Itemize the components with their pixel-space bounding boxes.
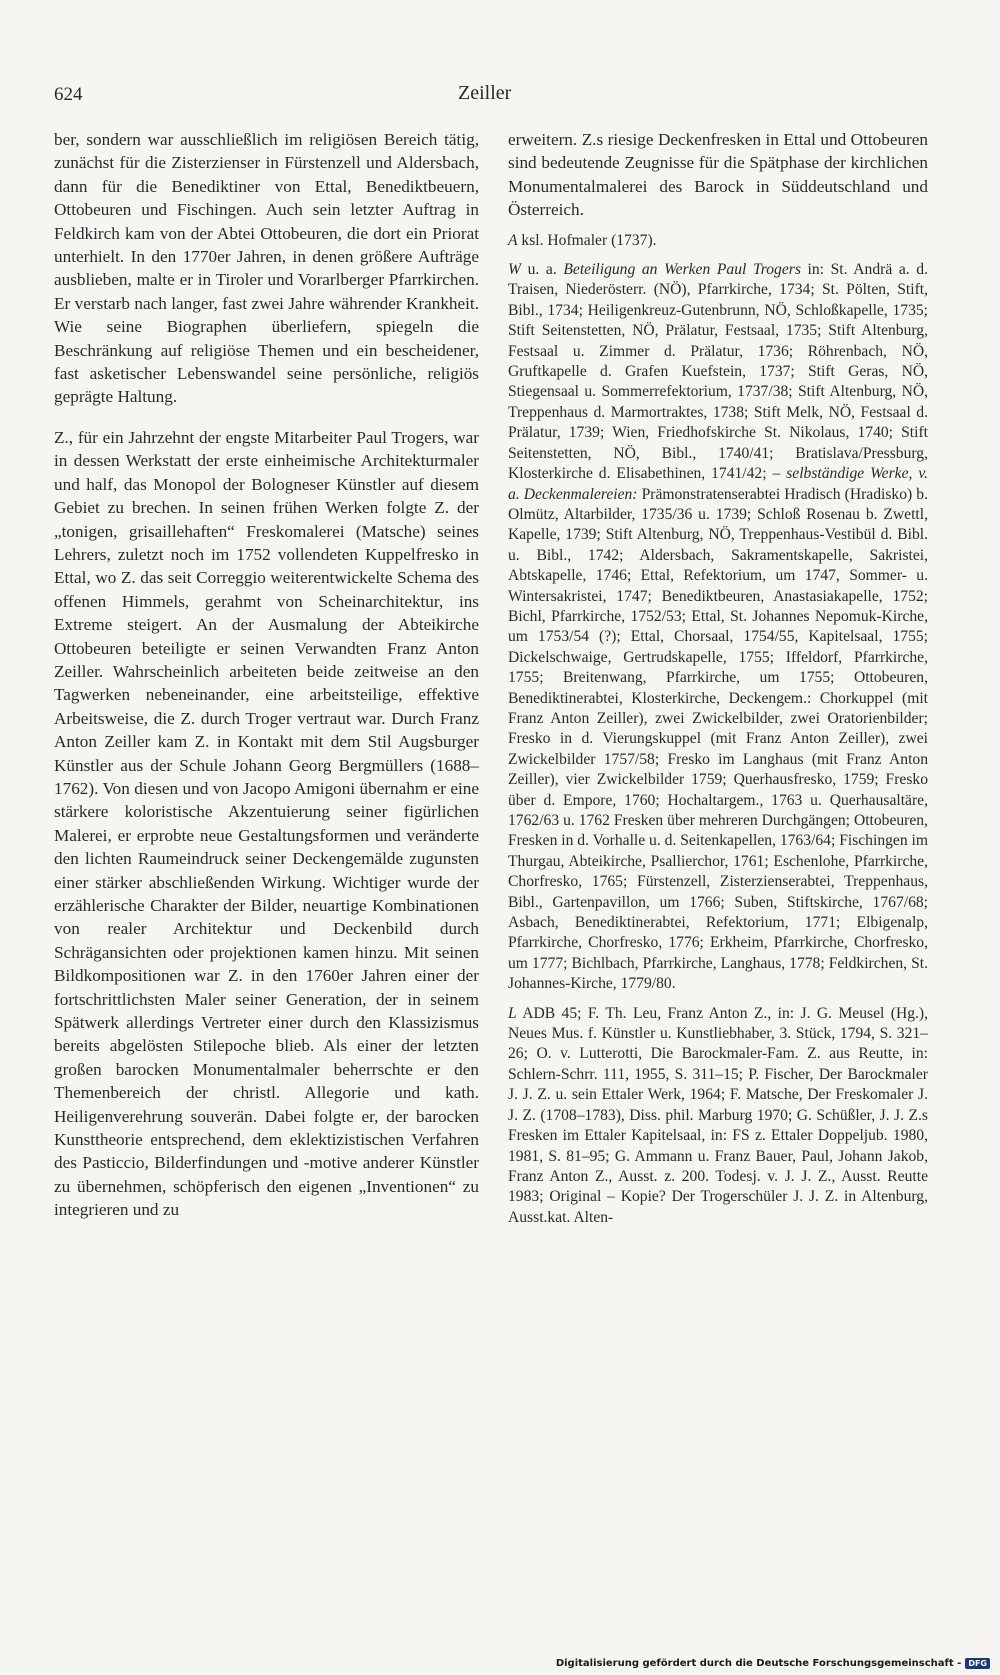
works-heading-1: Beteiligung an Werken Paul Trogers: [563, 261, 801, 279]
section-marker-a: A: [508, 231, 518, 249]
digitization-footer: [556, 1658, 990, 1669]
office-entry: [508, 231, 928, 251]
page-number: 624: [54, 84, 83, 105]
running-head: Zeiller: [458, 82, 512, 104]
footer-text: Digitalisierung gefördert durch die Deutsche Forschungsgemeinschaft -: [555, 1658, 962, 1669]
works-text-2: Prämonstratenserabtei Hradisch (Hradisko) b. Olmütz, Altarbilder, 1735/36 u. 1739; Schloß Rosenau b. Zwettl, Kapelle, 1739; Stift Altenburg, NÖ, Treppenhaus-Vestibül d. Bibl. u. Bibl., 1742; Aldersbach, Sakramentskapelle, Sakristei, Abtskapelle, 1746; Ettal, Refektorium, um 1747, Sommer- u. Wintersakristei, 1747; Benediktbeuren, Anastasiakapelle, 1752; Bichl, Pfarrkirche, 1752/53; Ettal, St. Johannes Nepomuk-Kirche, um 1753/54 (?); Ettal, Chorsaal, 1754/55, Kapitelsaal, 1755; Dickelschwaige, Gertrudskapelle, 1755; Iffeldorf, Pfarrkirche, 1755; Breitenwang, Pfarrkirche, um 1755; Ottobeuren, Benediktinerabtei, Klosterkirche, Deckengem.: Chorkuppel (mit Franz Anton Zeiller), zwei Zwickelbilder, zwei Oratorienbilder; Fresko in d. Vierungskuppel (mit Franz Anton Zeiller), zwei Zwickelbilder 1757/58; Fresko im Langhaus (mit Franz Anton Zeiller), vier Zwickelbilder 1759; Querhausfresko, 1759; Fresko über d. Empore, 1760; Hochaltargem., 1763 u. Querhausaltäre, 1762/63 u. 1762 Fresken über mehreren Durchgängen; Ottobeuren, Fresken in d. Vorhalle u. d. Seitenkapellen, 1763/64; Fischingen im Thurgau, Abteikirche, Psallierchor, 1761; Eschenlohe, Pfarrkirche, Chorfresko, 1765; Fürstenzell, Zisterzienserabtei, Treppenhaus, Bibl., Gartenpavillon, um 1766; Suben, Stiftskirche, 1767/68; Asbach, Benediktinerabtei, Refektorium, 1771; Elbigenalp, Pfarrkirche, Chorfresko, 1776; Erkheim, Pfarrkirche, Chorfresko, um 1777; Bichlbach, Pfarrkirche, Langhaus, 1778; Feldkirchen, St. Johannes-Kirche, 1779/80.: [508, 485, 928, 993]
paragraph: Z., für ein Jahrzehnt der engste Mitarbeiter Paul Trogers, war in dessen Werkstatt der erste einheimische Architekturmaler und half, das Monopol der Bologneser Künstler auf diesem Gebiet zu brechen. In seinen frühen Werken folgte Z. der „tonigen, grisaillehaften“ Freskomalerei (Matsche) seines Lehrers, zuletzt noch im 1752 vollendeten Kuppelfresko in Ettal, wo Z. das seit Correggio weiterentwickelte Schema des offenen Himmels, gerahmt von Scheinarchitektur, ins Extreme steigert. An der Ausmalung der Abteikirche Ottobeuren beteiligte er seinen Verwandten Franz Anton Zeiller. Wahrscheinlich arbeiteten beide zeitweise an den Tagwerken nebeneinander, eine arbeitsteilige, effektive Arbeitsweise, die Z. durch Troger vertraut war. Durch Franz Anton Zeiller kam Z. in Kontakt mit dem Stil Augsburger Künstler aus der Schule Johann Georg Bergmüllers (1688–1762). Von diesen und von Jacopo Amigoni übernahm er eine stärkere koloristische Akzentuierung seiner figürlichen Malerei, er erprobte neue Gestaltungsformen und veränderte den lichten Raumeindruck seiner Deckengemälde zugunsten einer stärker abschließenden Wirkung. Wichtiger wurde der erzählerische Charakter der Bilder, neuartige Kombinationen von realer Architektur und Deckenbild durch Schrägansichten oder projektionen kamen hinzu. Mit seinen Bildkompositionen war Z. in den 1760er Jahren einer der fortschrittlichsten Maler seiner Generation, der in seinem Spätwerk allerdings Vertreter einer durch den Klassizismus bereits abgelösten Stilepoche blieb. Als einer der letzten großen barocken Monumentalmaler beherrschte er den Themenbereich der christl. Allegorie und kath. Heiligenverehrung souverän. Dabei folgte er, der barocken Kunsttheorie entsprechend, dem eklektizistischen Verfahren des Pasticcio, Bilderfindungen und -motive anderer Künstler zu übernehmen, schöpferisch den eigenen „Inventionen“ zu integrieren und zu: [54, 427, 479, 1220]
section-marker-l: L: [508, 1004, 517, 1022]
literature-text: ADB 45; F. Th. Leu, Franz Anton Z., in: J. G. Meusel (Hg.), Neues Mus. f. Künstler u. Kunstliebhaber, 3. Stück, 1794, S. 321–26; O. v. Lutterotti, Die Barockmaler-Fam. Z. aus Reutte, in: Schlern-Schrr. 111, 1955, S. 311–15; P. Fischer, Der Barockmaler J. J. Z. u. sein Ettaler Werk, 1964; F. Matsche, Der Freskomaler J. J. Z. (1708–1783), Diss. phil. Marburg 1970; G. Schüßler, J. J. Z.s Fresken im Ettaler Kapitelsaal, in: FS z. Ettaler Doppeljub. 1980, 1981, S. 81–95; G. Ammann u. Franz Bauer, Paul, Johann Jakob, Franz Anton Z., Ausst. z. 200. Todesj. v. J. J. Z., Ausst. Reutte 1983; Original – Kopie? Der Trogerschüler J. J. Z. in Altenburg, Ausst.kat. Alten-: [508, 1004, 928, 1226]
works-lead: u. a.: [521, 261, 564, 279]
office-text: ksl. Hofmaler (1737).: [517, 231, 657, 249]
works-heading-2: selbständige Werke, v. a. Deckenmalereien:: [508, 465, 928, 503]
works-entry: [508, 260, 928, 995]
works-text-1: in: St. Andrä a. d. Traisen, Niederösterr. (NÖ), Pfarrkirche, 1734; St. Pölten, Stift, Bibl., 1734; Heiligenkreuz-Gutenbrunn, NÖ, Schloßkapelle, 1735; Stift Seitenstetten, NÖ, Prälatur, Festsaal, 1735; Stift Altenburg, Festsaal u. Zimmer d. Prälatur, 1736; Röhrenbach, NÖ, Gruftkapelle d. Grafen Kuefstein, 1737; Stift Geras, NÖ, Stiegensaal u. Sommerrefektorium, 1737/38; Stift Altenburg, NÖ, Treppenhaus d. Marmortraktes, 1738; Stift Melk, NÖ, Festsaal d. Prälatur, 1739; Wien, Friedhofskirche St. Nikolaus, 1740; Stift Seitenstetten, NÖ, Bibl., 1740/41; Bratislava/Pressburg, Klosterkirche d. Elisabethinen, 1741/42; –: [508, 261, 928, 483]
left-column: [54, 128, 479, 1222]
paragraph: ber, sondern war ausschließlich im religiösen Bereich tätig, zunächst für die Zisterzienser in Fürstenzell und Aldersbach, dann für die Benediktiner von Ettal, Benediktbeuern, Ottobeuren und Fischingen. Auch sein letzter Auftrag in Feldkirch kam von der Abtei Ottobeuren, die dort ein Priorat unterhielt. In den 1770er Jahren, in denen größere Aufträge ausblieben, malte er in Tiroler und Vorarlberger Pfarrkirchen. Er verstarb nach langer, fast zwei Jahre währender Krankheit. Wie seine Biographen überliefern, spiegeln die Beschränkung auf religiöse Themen und ein bescheidener, fast asketischer Lebenswandel seine persönliche, religiös geprägte Haltung.: [54, 130, 479, 407]
right-column: [508, 128, 928, 1228]
section-marker-w: W: [508, 261, 521, 279]
dfg-logo: DFG: [965, 1658, 990, 1669]
paragraph: erweitern. Z.s riesige Deckenfresken in Ettal und Ottobeuren sind bedeutende Zeugnisse für die Spätphase der kirchlichen Monumentalmalerei des Barock in Süddeutschland und Österreich.: [508, 130, 928, 220]
literature-entry: [508, 1004, 928, 1228]
